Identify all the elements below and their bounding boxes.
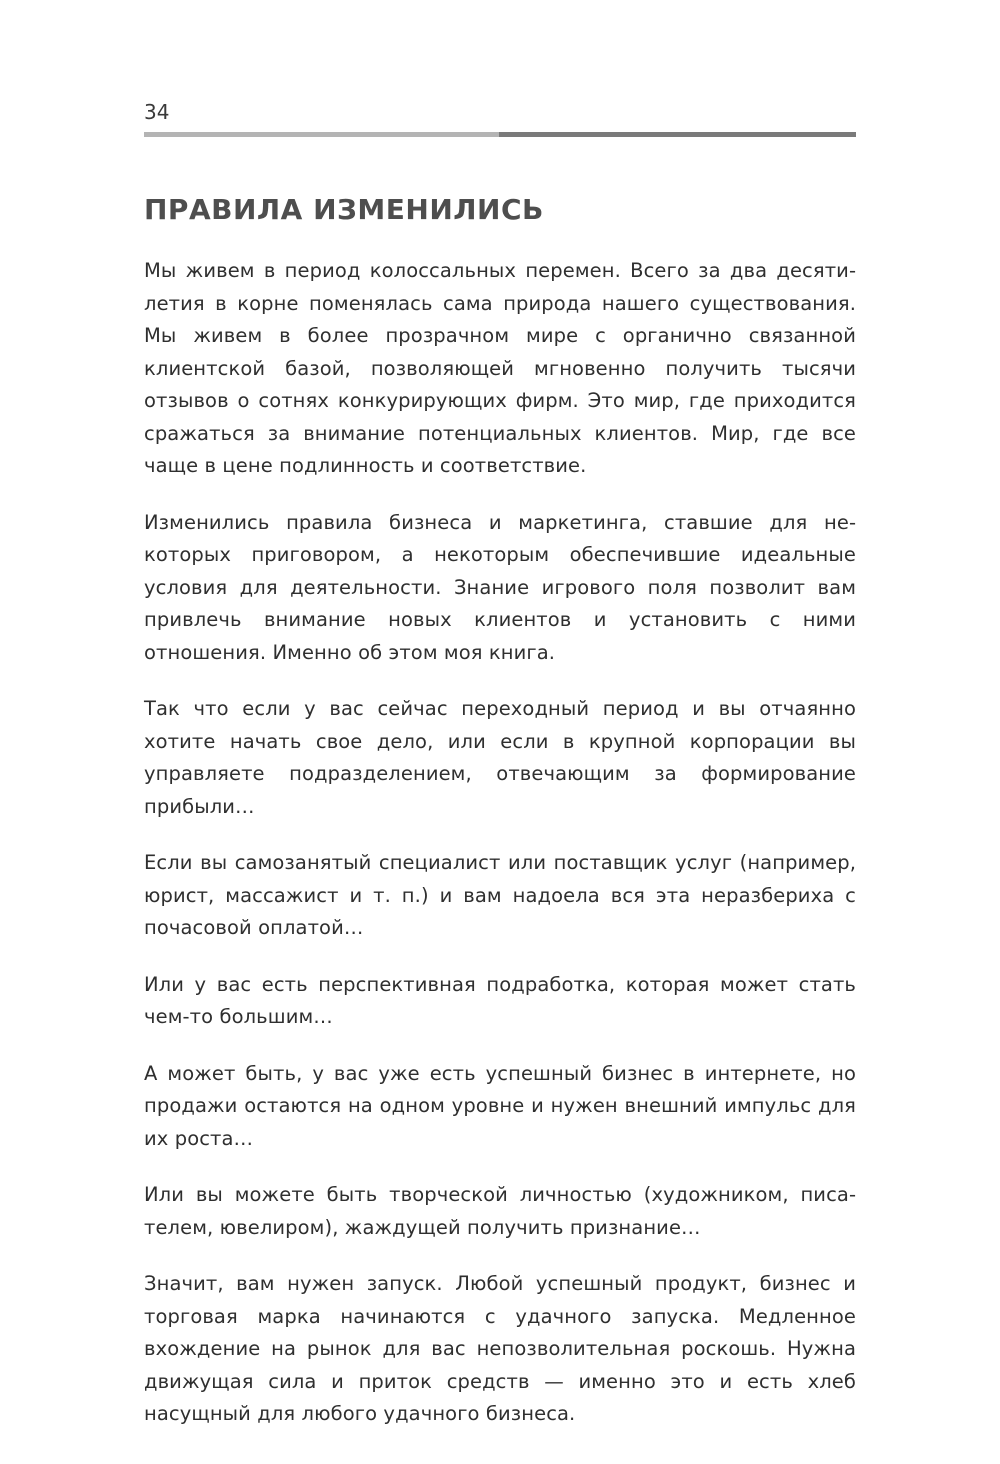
paragraph-2: Изменились правила бизнеса и маркетинга, ставшие для некоторых приговором, а некоторым обеспечившие идеальные условия для деятельности. Знание игрового поля позволит вам привлечь внимание новых клиентов и установить с ними отношения. Именно об этом моя книга. xyxy=(144,510,856,664)
paragraph-5: Или у вас есть перспективная подработка, которая может стать чем-то большим… xyxy=(144,972,856,1028)
header-rule xyxy=(144,132,856,137)
paragraph-6: А может быть, у вас уже есть успешный бизнес в интернете, но продажи остаются на одном уровне и нужен внешний импульс для их роста… xyxy=(144,1061,856,1150)
paragraph-4: Если вы самозанятый специалист или поставщик услуг (например, юрист, массажист и т. п.) и вам надоела вся эта неразбериха с почасовой оплатой… xyxy=(144,851,856,939)
paragraph-1: Мы живем в период колоссальных перемен. Всего за два десятилетия в корне поменялась сама природа нашего существования. Мы живем в более прозрачном мире с органично связанной клиентской базой, позволяющей мгновенно получить тысячи отзывов о сотнях конкурирующих фирм. Это мир, где приходится сражаться за внимание потенциальных клиентов. Мир, где все чаще в цене подлинность и соответствие. xyxy=(144,259,856,477)
page-number: 34 xyxy=(144,100,170,124)
chapter-title: ПРАВИЛА ИЗМЕНИЛИСЬ xyxy=(144,193,544,226)
header-rule-dark-segment xyxy=(499,132,856,137)
header-rule-light-segment xyxy=(144,132,499,137)
body-text xyxy=(144,255,856,1455)
paragraph-8: Значит, вам нужен запуск. Любой успешный продукт, бизнес и торговая марка начинаются с удачного запуска. Медленное вхождение на рынок для вас непозволительная роскошь. Нужна движущая сила и приток средств — именно это и есть хлеб насущный для любого удачного бизнеса. xyxy=(144,1272,856,1425)
paragraph-7: Или вы можете быть творческой личностью (художником, писателем, ювелиром), жаждущей получить признание… xyxy=(144,1183,856,1239)
paragraph-3: Так что если у вас сейчас переходный период и вы отчаянно хотите начать свое дело, или если в крупной корпорации вы управляете подразделением, отвечающим за формирование прибыли… xyxy=(144,697,856,818)
